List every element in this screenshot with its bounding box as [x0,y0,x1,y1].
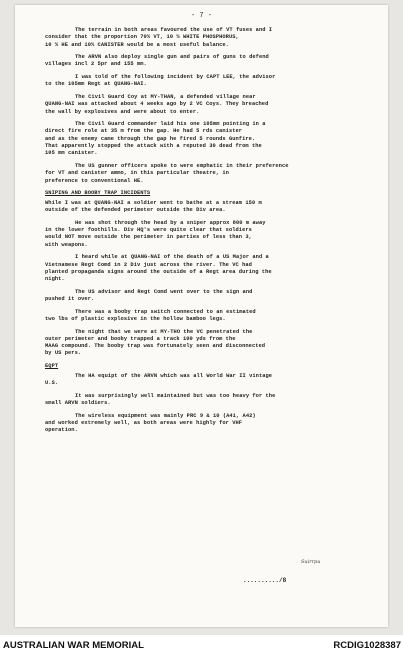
paragraph: He was shot through the head by a sniper approx 800 m away in the lower foothills. Div HQ's were quite clear that soldiers would NOT move outside the perimeter in parties of less than 3, with weapons. [45,219,266,248]
continuation-marker: ........../8 [243,577,287,584]
archive-footer [0,635,403,654]
paragraph: The ARVN also deploy single gun and pairs of guns to defend villages incl 2 5pr and 155 mm. [45,54,269,68]
paragraph: The Civil Guard commander laid his one 105mm pointing in a direct fire role at 35 m from the gap. He had 5 rds canister and as the enemy came through the gap he fired 5 rounds Gunfire. That apparently stopped the attack with a reputed 30 dead from the 105 mm canister. [45,121,266,157]
section-heading: EQPT [45,363,59,370]
paragraph: The US advisor and Regt Comd went over to the sign and pushed it over. [45,288,253,303]
paragraph: The night that we were at MY-THO the VC penetrated the outer perimeter and booby trapped a track 100 yds from the MAAG compound. The booby trap was fortunately seen and disconnected by US pers. [45,328,266,357]
handwritten-annotation: Suirrpu [301,559,321,565]
footer-record-id: RCDIG1028387 [333,640,401,651]
paragraph: The terrain in both areas favoured the use of VT fuses and I consider that the proportion 70% VT, 10 % WHITE PHOSPHORUS, 10 % HE and 10% CANISTER would be a most useful balance. [45,27,273,48]
paragraph: While I was at QUANG-NAI a soldier went to bathe at a stream 150 m outside of the defended perimeter outside the Div area. [45,199,262,214]
document-page [15,5,388,627]
paragraph: The HA equipt of the ARVN which was all World War II vintage U.S. [45,372,273,387]
section-heading: SNIPING AND BOOBY TRAP INCIDENTS [45,190,151,197]
paragraph: The wireless equipment was mainly PRC 9 & 10 (A41, A42) and worked extremely well, as both areas were highly for VHF operation. [45,412,256,434]
document-body [45,27,375,440]
paragraph: The Civil Guard Coy at MY-THAN, a defended village near QUANG-NAI was attacked about 4 weeks ago by 2 VC Coys. They breached the wall by explosives and were about to enter. [45,93,269,115]
page-number: - 7 - [190,12,212,20]
paragraph: I heard while at QUANG-NAI of the death of a US Major and a Vietnamese Regt Comd in 2 Div just across the river. The VC had planted propaganda signs around the outside of a Regt area during the night. [45,254,272,283]
paragraph: I was told of the following incident by CAPT LEE, the advisor to the 105mm Regt at QUANG-NAI. [45,74,276,88]
paragraph: It was surprisingly well maintained but was too heavy for the small ARVN soldiers. [45,392,276,407]
paragraph: There was a booby trap switch connected to an estimated two lbs of plastic explosive in the hollow bamboo legs. [45,308,256,322]
footer-source: AUSTRALIAN WAR MEMORIAL [3,640,144,651]
paragraph: The US gunner officers spoke to were emphatic in their preference for VT and canister ammo, in this particular theatre, in preference to conventional HE. [45,162,289,184]
